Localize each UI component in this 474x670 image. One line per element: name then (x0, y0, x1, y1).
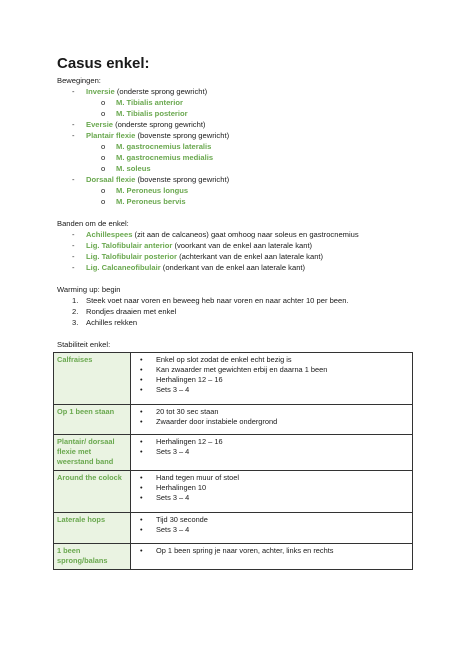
detail-item: • Sets 3 – 4 (134, 385, 409, 395)
muscle-item (57, 141, 417, 152)
exercise-details (131, 471, 413, 513)
exercise-label: 1 been sprong/balans (54, 544, 131, 570)
circle-bullet: o (101, 98, 106, 107)
band-item (57, 229, 417, 240)
band-item (57, 262, 417, 273)
detail-item: • Tijd 30 seconde (134, 515, 409, 525)
list-number: 1. (72, 296, 79, 305)
page-title: Casus enkel: (57, 55, 150, 72)
band-desc: (onderkant van de enkel aan laterale kant) (160, 263, 306, 272)
beweging-item (57, 174, 417, 185)
beweging-item (57, 130, 417, 141)
detail-item: • Op 1 been spring je naar voren, achter, links en rechts (134, 546, 409, 556)
warming-up-text: Rondjes draaien met enkel (86, 307, 177, 316)
band-item (57, 240, 417, 251)
warming-up-text: Steek voet naar voren en beweeg heb naar voren en naar achter 10 per been. (86, 296, 349, 305)
circle-bullet: o (101, 164, 106, 173)
beweging-name: Plantair flexie (86, 131, 136, 140)
circle-bullet: o (101, 186, 106, 195)
detail-item: • Kan zwaarder met gewichten erbij en daarna 1 been (134, 365, 409, 375)
warming-up-text: Achilles rekken (86, 318, 138, 327)
table-row (54, 405, 413, 435)
beweging-item (57, 86, 417, 97)
warming-up-item (57, 295, 417, 306)
beweging-desc: (onderste sprong gewricht) (113, 120, 206, 129)
muscle-item (57, 97, 417, 108)
dash-bullet: - (72, 87, 75, 96)
table-row (54, 435, 413, 471)
muscle-name: M. Tibialis anterior (116, 98, 183, 107)
dash-bullet: - (72, 230, 75, 239)
circle-bullet: o (101, 142, 106, 151)
band-name: Lig. Talofibulair anterior (86, 241, 173, 250)
dash-bullet: - (72, 252, 75, 261)
exercise-label: Op 1 been staan (54, 405, 131, 435)
table-row (54, 544, 413, 570)
detail-item: • Enkel op slot zodat de enkel echt bezig is (134, 355, 409, 365)
dash-bullet: - (72, 175, 75, 184)
warming-up-heading: Warming up: begin (57, 285, 121, 294)
band-desc: (zit aan de calcaneos) gaat omhoog naar soleus en gastrocnemius (132, 230, 359, 239)
band-desc: (achterkant van de enkel aan laterale kant) (177, 252, 324, 261)
exercise-label: Calfraises (54, 353, 131, 405)
dash-bullet: - (72, 241, 75, 250)
beweging-name: Inversie (86, 87, 115, 96)
band-name: Lig. Calcaneofibulair (86, 263, 161, 272)
dash-bullet: - (72, 263, 75, 272)
muscle-item (57, 108, 417, 119)
muscle-name: M. Peroneus longus (116, 186, 189, 195)
muscle-item (57, 196, 417, 207)
detail-item: • Hand tegen muur of stoel (134, 473, 409, 483)
beweging-name: Dorsaal flexie (86, 175, 136, 184)
bewegingen-heading: Bewegingen: (57, 76, 101, 85)
muscle-name: M. gastrocnemius lateralis (116, 142, 212, 151)
muscle-name: M. gastrocnemius medialis (116, 153, 214, 162)
muscle-item (57, 185, 417, 196)
band-desc: (voorkant van de enkel aan laterale kant) (172, 241, 313, 250)
document-page (57, 55, 417, 350)
list-number: 3. (72, 318, 79, 327)
exercise-details (131, 435, 413, 471)
table-row (54, 471, 413, 513)
list-number: 2. (72, 307, 79, 316)
muscle-item (57, 163, 417, 174)
table-row (54, 513, 413, 544)
detail-item: • Sets 3 – 4 (134, 447, 409, 457)
exercise-label: Plantair/ dorsaal flexie met weerstand band (54, 435, 131, 471)
circle-bullet: o (101, 109, 106, 118)
beweging-name: Eversie (86, 120, 114, 129)
muscle-name: M. Peroneus bervis (116, 197, 186, 206)
dash-bullet: - (72, 120, 75, 129)
dash-bullet: - (72, 131, 75, 140)
exercise-details (131, 544, 413, 570)
warming-up-item (57, 306, 417, 317)
detail-item: • Sets 3 – 4 (134, 525, 409, 535)
detail-item: • Herhalingen 12 – 16 (134, 437, 409, 447)
detail-item: • Sets 3 – 4 (134, 493, 409, 503)
stabiliteit-heading: Stabiliteit enkel: (57, 340, 111, 349)
exercise-details (131, 513, 413, 544)
circle-bullet: o (101, 197, 106, 206)
exercise-details (131, 405, 413, 435)
detail-item: • Zwaarder door instabiele ondergrond (134, 417, 409, 427)
detail-item: • Herhalingen 10 (134, 483, 409, 493)
beweging-desc: (onderste sprong gewricht) (114, 87, 208, 96)
muscle-item (57, 152, 417, 163)
warming-up-item (57, 317, 417, 328)
beweging-desc: (bovenste sprong gewricht) (135, 175, 230, 184)
detail-item: • Herhalingen 12 – 16 (134, 375, 409, 385)
muscle-name: M. soleus (116, 164, 151, 173)
exercise-details (131, 353, 413, 405)
detail-item: • 20 tot 30 sec staan (134, 407, 409, 417)
exercise-label: Laterale hops (54, 513, 131, 544)
beweging-desc: (bovenste sprong gewricht) (135, 131, 230, 140)
band-name: Lig. Talofibulair posterior (86, 252, 177, 261)
exercise-label: Around the colock (54, 471, 131, 513)
band-item (57, 251, 417, 262)
beweging-item (57, 119, 417, 130)
banden-heading: Banden om de enkel: (57, 219, 129, 228)
muscle-name: M. Tibialis posterior (116, 109, 188, 118)
circle-bullet: o (101, 153, 106, 162)
stabiliteit-table (53, 352, 413, 570)
table-row (54, 353, 413, 405)
band-name: Achillespees (86, 230, 133, 239)
